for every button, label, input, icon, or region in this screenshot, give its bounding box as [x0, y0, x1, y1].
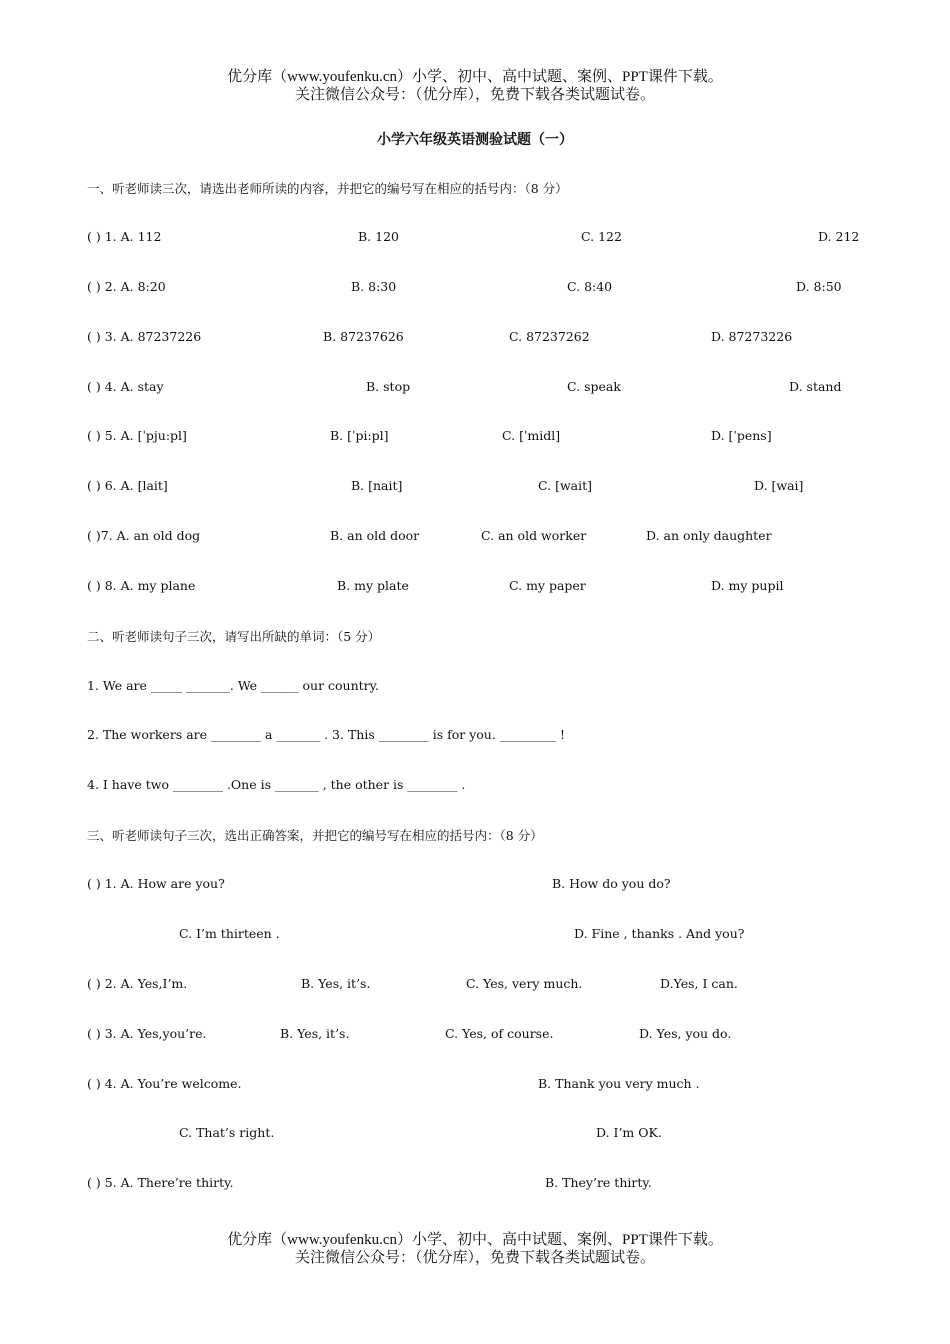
s1-question-7	[0, 528, 950, 546]
s1-q6-option-a: ( ) 6. A. [lait]	[87, 478, 168, 493]
s3-question-2	[0, 976, 950, 994]
s1-q2-option-c: C. 8:40	[567, 279, 613, 294]
s1-q6-option-b: B. [nait]	[351, 478, 403, 493]
s1-q5-option-d: D. [ˈpens]	[711, 428, 772, 443]
s1-q6-option-d: D. [wai]	[754, 478, 804, 493]
s3-question-1-row-2	[0, 926, 950, 944]
s3-question-4-row-2	[0, 1125, 950, 1143]
s1-q1-option-c: C. 122	[581, 229, 622, 244]
s3-q4-option-d: D. I’m OK.	[596, 1125, 662, 1140]
s3-q4-option-b: B. Thank you very much .	[538, 1076, 700, 1091]
s3-q3-option-d: D. Yes, you do.	[639, 1026, 732, 1041]
s1-q7-option-b: B. an old door	[330, 528, 420, 543]
s1-q4-option-a: ( ) 4. A. stay	[87, 379, 164, 394]
section-1-heading: 一、听老师读三次，请选出老师所读的内容，并把它的编号写在相应的括号内：（8 分）	[87, 181, 568, 196]
s1-question-6	[0, 478, 950, 496]
header-line-1: 优分库（www.youfenku.cn）小学、初中、高中试题、案例、PPT课件下载。	[227, 69, 723, 85]
s2-line-3: 4. I have two ________ .One is _______ , the other is ________ .	[87, 777, 466, 792]
s1-q6-option-c: C. [wait]	[538, 478, 592, 493]
s3-q1-option-b: B. How do you do?	[552, 876, 671, 891]
s3-question-5	[0, 1175, 950, 1193]
footer-line-1: 优分库（www.youfenku.cn）小学、初中、高中试题、案例、PPT课件下载。	[227, 1232, 723, 1248]
s1-q7-option-a: ( )7. A. an old dog	[87, 528, 201, 543]
s1-question-5	[0, 428, 950, 446]
s3-q2-option-d: D.Yes, I can.	[660, 976, 738, 991]
s3-q1-option-d: D. Fine , thanks . And you?	[574, 926, 745, 941]
s1-question-4	[0, 379, 950, 397]
s1-q5-option-c: C. [ˈmidl]	[502, 428, 561, 443]
footer-line-2: 关注微信公众号：（优分库），免费下载各类试题试卷。	[294, 1250, 655, 1266]
s3-q1-option-c: C. I’m thirteen .	[179, 926, 280, 941]
s3-q4-option-c: C. That’s right.	[179, 1125, 275, 1140]
s2-line-2: 2. The workers are ________ a _______ . 3. This ________ is for you. _________ !	[87, 727, 566, 742]
s3-q3-option-c: C. Yes, of course.	[445, 1026, 554, 1041]
s2-line-1: 1. We are _____ _______. We ______ our country.	[87, 678, 380, 693]
s3-q1-option-a: ( ) 1. A. How are you?	[87, 876, 225, 891]
section-3-heading: 三、听老师读句子三次，选出正确答案，并把它的编号写在相应的括号内：（8 分）	[87, 828, 543, 843]
s3-q3-option-a: ( ) 3. A. Yes,you’re.	[87, 1026, 207, 1041]
s3-q2-option-c: C. Yes, very much.	[466, 976, 583, 991]
s1-question-2	[0, 279, 950, 297]
s3-q5-option-a: ( ) 5. A. There’re thirty.	[87, 1175, 234, 1190]
s3-q4-option-a: ( ) 4. A. You’re welcome.	[87, 1076, 242, 1091]
s3-question-1-row-1	[0, 876, 950, 894]
s1-q2-option-d: D. 8:50	[796, 279, 842, 294]
page-title: 小学六年级英语测验试题（一）	[377, 132, 573, 148]
s1-q5-option-a: ( ) 5. A. [ˈpju:pl]	[87, 428, 187, 443]
s1-question-1	[0, 229, 950, 247]
s1-q1-option-a: ( ) 1. A. 112	[87, 229, 162, 244]
s3-question-3	[0, 1026, 950, 1044]
s3-q2-option-a: ( ) 2. A. Yes,I’m.	[87, 976, 188, 991]
s1-q1-option-d: D. 212	[818, 229, 860, 244]
header-line-2: 关注微信公众号：（优分库），免费下载各类试题试卷。	[294, 87, 655, 103]
s3-q5-option-b: B. They’re thirty.	[545, 1175, 652, 1190]
s1-q8-option-b: B. my plate	[337, 578, 409, 593]
s3-q2-option-b: B. Yes, it’s.	[301, 976, 371, 991]
s1-q8-option-a: ( ) 8. A. my plane	[87, 578, 196, 593]
s1-q8-option-d: D. my pupil	[711, 578, 784, 593]
s1-question-8	[0, 578, 950, 596]
s1-q3-option-d: D. 87273226	[711, 329, 793, 344]
s1-q4-option-b: B. stop	[366, 379, 411, 394]
s1-q2-option-b: B. 8:30	[351, 279, 397, 294]
s1-q4-option-d: D. stand	[789, 379, 842, 394]
s1-q4-option-c: C. speak	[567, 379, 621, 394]
s1-question-3	[0, 329, 950, 347]
s3-question-4-row-1	[0, 1076, 950, 1094]
s1-q8-option-c: C. my paper	[509, 578, 586, 593]
s1-q2-option-a: ( ) 2. A. 8:20	[87, 279, 166, 294]
section-2-heading: 二、听老师读句子三次，请写出所缺的单词：（5 分）	[87, 629, 381, 644]
s1-q7-option-d: D. an only daughter	[646, 528, 772, 543]
s1-q7-option-c: C. an old worker	[481, 528, 587, 543]
s1-q1-option-b: B. 120	[358, 229, 399, 244]
s1-q5-option-b: B. [ˈpi:pl]	[330, 428, 389, 443]
s1-q3-option-c: C. 87237262	[509, 329, 590, 344]
s3-q3-option-b: B. Yes, it’s.	[280, 1026, 350, 1041]
s1-q3-option-b: B. 87237626	[323, 329, 404, 344]
s1-q3-option-a: ( ) 3. A. 87237226	[87, 329, 202, 344]
